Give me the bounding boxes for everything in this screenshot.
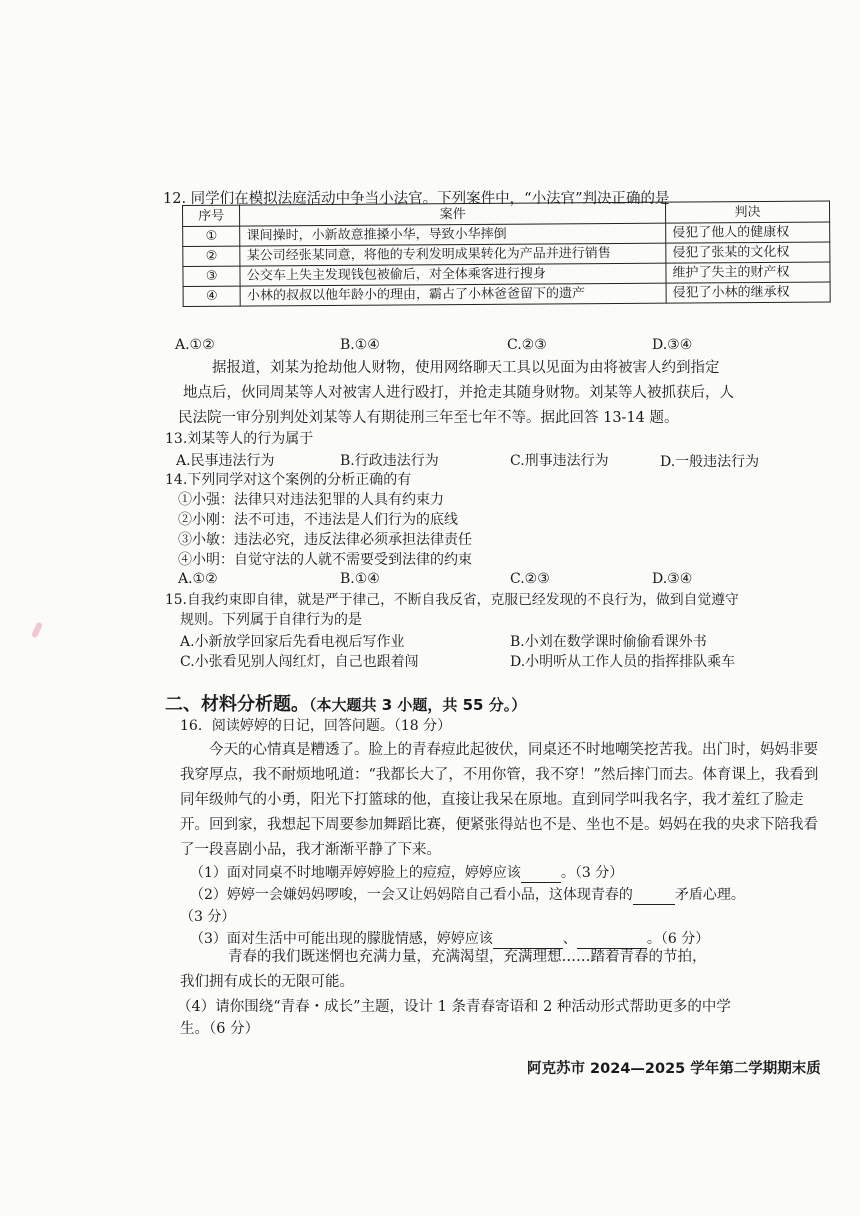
question-16-stem: 16．阅读婷婷的日记，回答问题。（18 分） — [180, 718, 452, 734]
row-case: 某公司经张某同意，将他的专利发明成果转化为产品并进行销售 — [240, 243, 666, 266]
q13-option-b: B.行政违法行为 — [340, 453, 439, 469]
q12-option-b: B.①④ — [340, 337, 380, 353]
q14-option-b: B.①④ — [340, 571, 380, 587]
header-judgment: 判决 — [665, 201, 829, 223]
q16-sub2-tail: 矛盾心理。 — [674, 887, 745, 903]
header-number: 序号 — [183, 205, 240, 226]
q15-option-a: A.小新放学回家后先看电视后写作业 — [180, 634, 405, 650]
section-2-subtitle: （本大题共 3 小题，共 55 分。） — [309, 696, 527, 714]
q13-option-a: A.民事违法行为 — [176, 453, 275, 469]
row-judgment: 侵犯了他人的健康权 — [666, 222, 830, 243]
q13-option-d: D.一般违法行为 — [660, 454, 760, 470]
footer-title: 阿克苏市 2024—2025 学年第二学期期末质 — [527, 1061, 821, 1077]
question-15-stem-2: 规则。下列属于自律行为的是 — [180, 612, 362, 628]
row-number: ② — [183, 246, 240, 266]
material-line-2: 地点后，伙同周某等人对被害人进行殴打，并抢走其随身财物。刘某等人被抓获后，人 — [183, 385, 734, 401]
q16-sub3-sep: 、 — [562, 931, 577, 947]
q14-item-1: ①小强：法律只对违法犯罪的人具有约束力 — [178, 492, 444, 508]
header-case: 案件 — [240, 202, 666, 226]
q16-sub2-text: （2）婷婷一会嫌妈妈啰唆，一会又让妈妈陪自己看小品，这体现青春的 — [190, 887, 633, 903]
margin-mark — [31, 621, 43, 638]
row-number: ④ — [183, 286, 240, 306]
q15-option-c: C.小张看见别人闯红灯，自己也跟着闯 — [180, 654, 419, 670]
q14-item-2: ②小刚：法不可违，不违法是人们行为的底线 — [178, 512, 458, 528]
q16-sub1-score: 。（3 分） — [560, 865, 624, 881]
q12-option-a: A.①② — [175, 337, 215, 353]
row-case: 课间操时，小新故意推搡小华，导致小华摔倒 — [240, 223, 666, 246]
row-judgment: 侵犯了小林的继承权 — [666, 282, 830, 303]
table-row — [183, 282, 830, 307]
question-15-stem-1: 15.自我约束即自律，就是严于律己，不断自我反省，克服已经发现的不良行为，做到自觉遵守 — [165, 592, 739, 608]
q15-option-d: D.小明听从工作人员的指挥排队乘车 — [510, 654, 736, 670]
row-judgment: 侵犯了张某的文化权 — [666, 242, 830, 263]
q16-sub2-score: （3 分） — [180, 909, 236, 925]
row-case: 公交车上失主发现钱包被偷后，对全体乘客进行搜身 — [240, 263, 666, 286]
q16-sub4-line-2: 生。（6 分） — [180, 1021, 260, 1037]
row-number: ③ — [183, 266, 240, 286]
q14-option-d: D.③④ — [652, 571, 693, 587]
q14-item-3: ③小敏：违法必究，违反法律必须承担法律责任 — [178, 532, 472, 548]
q12-option-c: C.②③ — [507, 337, 547, 353]
q16-sub2 — [190, 886, 745, 905]
row-judgment: 维护了失主的财产权 — [666, 262, 830, 283]
section-2-heading — [165, 690, 526, 716]
answer-blank[interactable] — [521, 864, 561, 883]
q14-item-4: ④小明：自觉守法的人就不需要受到法律的约束 — [178, 552, 472, 568]
passage-line-1: 青春的我们既迷惘也充满力量，充满渴望，充满理想……踏着青春的节拍， — [228, 949, 707, 965]
q14-option-c: C.②③ — [510, 571, 550, 587]
material-line-3: 民法院一审分别判处刘某等人有期徒刑三年至七年不等。据此回答 13-14 题。 — [178, 410, 679, 426]
q15-option-b: B.小刘在数学课时偷偷看课外书 — [510, 634, 707, 650]
q13-option-c: C.刑事违法行为 — [510, 453, 609, 469]
q16-sub1 — [190, 864, 623, 883]
material-line-1: 据报道，刘某为抢劫他人财物，使用网络聊天工具以见面为由将被害人约到指定 — [212, 360, 720, 376]
q16-sub1-text: （1）面对同桌不时地嘲弄婷婷脸上的痘痘，婷婷应该 — [190, 865, 521, 881]
row-case: 小林的叔叔以他年龄小的理由，霸占了小林爸爸留下的遗产 — [240, 283, 666, 306]
question-12-stem: 12. 同学们在模拟法庭活动中争当小法官。下列案件中，“小法官”判决正确的是 — [163, 191, 670, 207]
passage-line-2: 我们拥有成长的无限可能。 — [180, 974, 354, 990]
section-2-title: 二、材料分析题。 — [165, 694, 309, 715]
q16-sub4-line-1: （4）请你围绕“青春・成长”主题，设计 1 条青春寄语和 2 种活动形式帮助更多的中学 — [177, 999, 731, 1015]
case-table — [182, 200, 831, 307]
question-14-stem: 14.下列同学对这个案例的分析正确的有 — [165, 472, 412, 488]
diary-passage: 今天的心情真是糟透了。脸上的青春痘此起彼伏，同桌还不时地嘲笑挖苦我。出门时，妈妈非要我穿厚点，我不耐烦地吼道：“我都长大了，不用你管，我不穿！”然后摔门而去。体育课上，我看到同年级帅气的小勇，阳光下打篮球的他，直接让我呆在原地。直到同学叫我名字，我才羞红了脸走开。回到家，我想起下周要参加舞蹈比赛，便紧张得站也不是、坐也不是。妈妈在我的央求下陪我看了一段喜剧小品，我才渐渐平静了下来。 — [180, 742, 819, 858]
q12-option-d: D.③④ — [652, 337, 693, 353]
question-13-stem: 13.刘某等人的行为属于 — [165, 431, 314, 447]
row-number: ① — [183, 226, 240, 246]
q16-sub3-score: 。（6 分） — [646, 931, 710, 947]
q16-sub3-text: （3）面对生活中可能出现的朦胧情感，婷婷应该 — [190, 931, 493, 947]
q14-option-a: A.①② — [178, 571, 218, 587]
answer-blank[interactable] — [633, 886, 675, 905]
